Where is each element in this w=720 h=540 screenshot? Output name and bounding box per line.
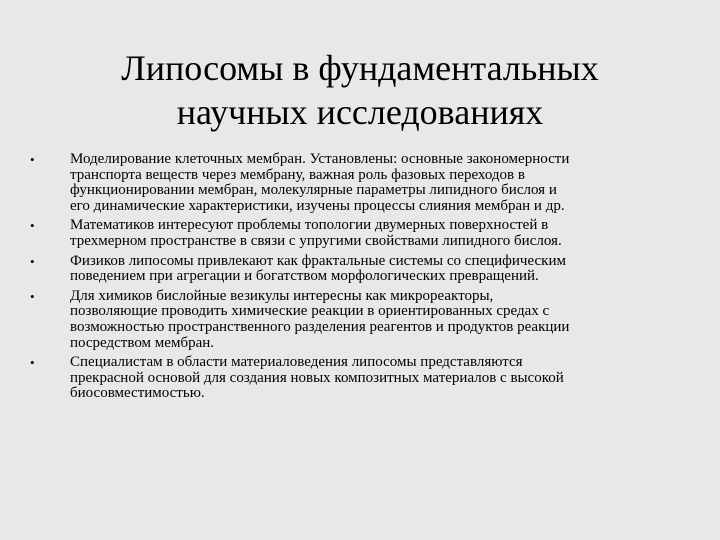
bullet-item-mathematicians: [30, 218, 682, 249]
bullet-text-line: посредством мембран.: [70, 334, 215, 351]
bullet-icon: •: [30, 288, 35, 304]
bullet-text-line: Для химиков бислойные везикулы интересны как микрореакторы,: [70, 287, 494, 304]
bullet-text-line: его динамические характеристики, изучены процессы слияния мембран и др.: [70, 197, 565, 214]
bullet-text-line: позволяющие проводить химические реакции в ориентированных средах с: [70, 303, 550, 320]
bullet-text-line: прекрасной основой для создания новых композитных материалов с высокой: [70, 369, 564, 386]
bullet-item-membrane-modeling: [30, 152, 682, 214]
bullet-text-line: трехмерном пространстве в связи с упругими свойствами липидного бислоя.: [70, 232, 562, 249]
bullet-icon: •: [30, 152, 35, 167]
bullet-text-line: биосовместимостью.: [70, 385, 205, 402]
bullet-text-line: возможностью пространственного разделения реагентов и продуктов реакции: [70, 318, 570, 335]
bullet-text-line: транспорта веществ через мембрану, важная роль фазовых переходов в: [70, 166, 525, 183]
bullet-text-line: Специалистам в области материаловедения липосомы представляются: [70, 354, 523, 371]
bullet-icon: •: [30, 253, 35, 269]
title-line: Липосомы в фундаментальных: [121, 48, 599, 88]
bullet-icon: •: [30, 218, 35, 234]
bullet-item-chemists: [30, 289, 682, 351]
bullet-list: [30, 152, 682, 406]
bullet-item-materials-science: [30, 355, 682, 402]
bullet-text-line: функционировании мембран, молекулярные параметры липидного бислоя и: [70, 182, 557, 199]
bullet-item-physicists: [30, 254, 682, 285]
bullet-text-line: Математиков интересуют проблемы топологии двумерных поверхностей в: [70, 217, 549, 234]
title-line: научных исследованиях: [176, 92, 544, 132]
bullet-text-line: Моделирование клеточных мембран. Установлены: основные закономерности: [70, 151, 570, 167]
slide-title: [36, 46, 684, 134]
bullet-icon: •: [30, 355, 35, 371]
bullet-text-line: поведением при агрегации и богатством морфологических превращений.: [70, 268, 539, 285]
bullet-text-line: Физиков липосомы привлекают как фрактальные системы со специфическим: [70, 252, 566, 269]
